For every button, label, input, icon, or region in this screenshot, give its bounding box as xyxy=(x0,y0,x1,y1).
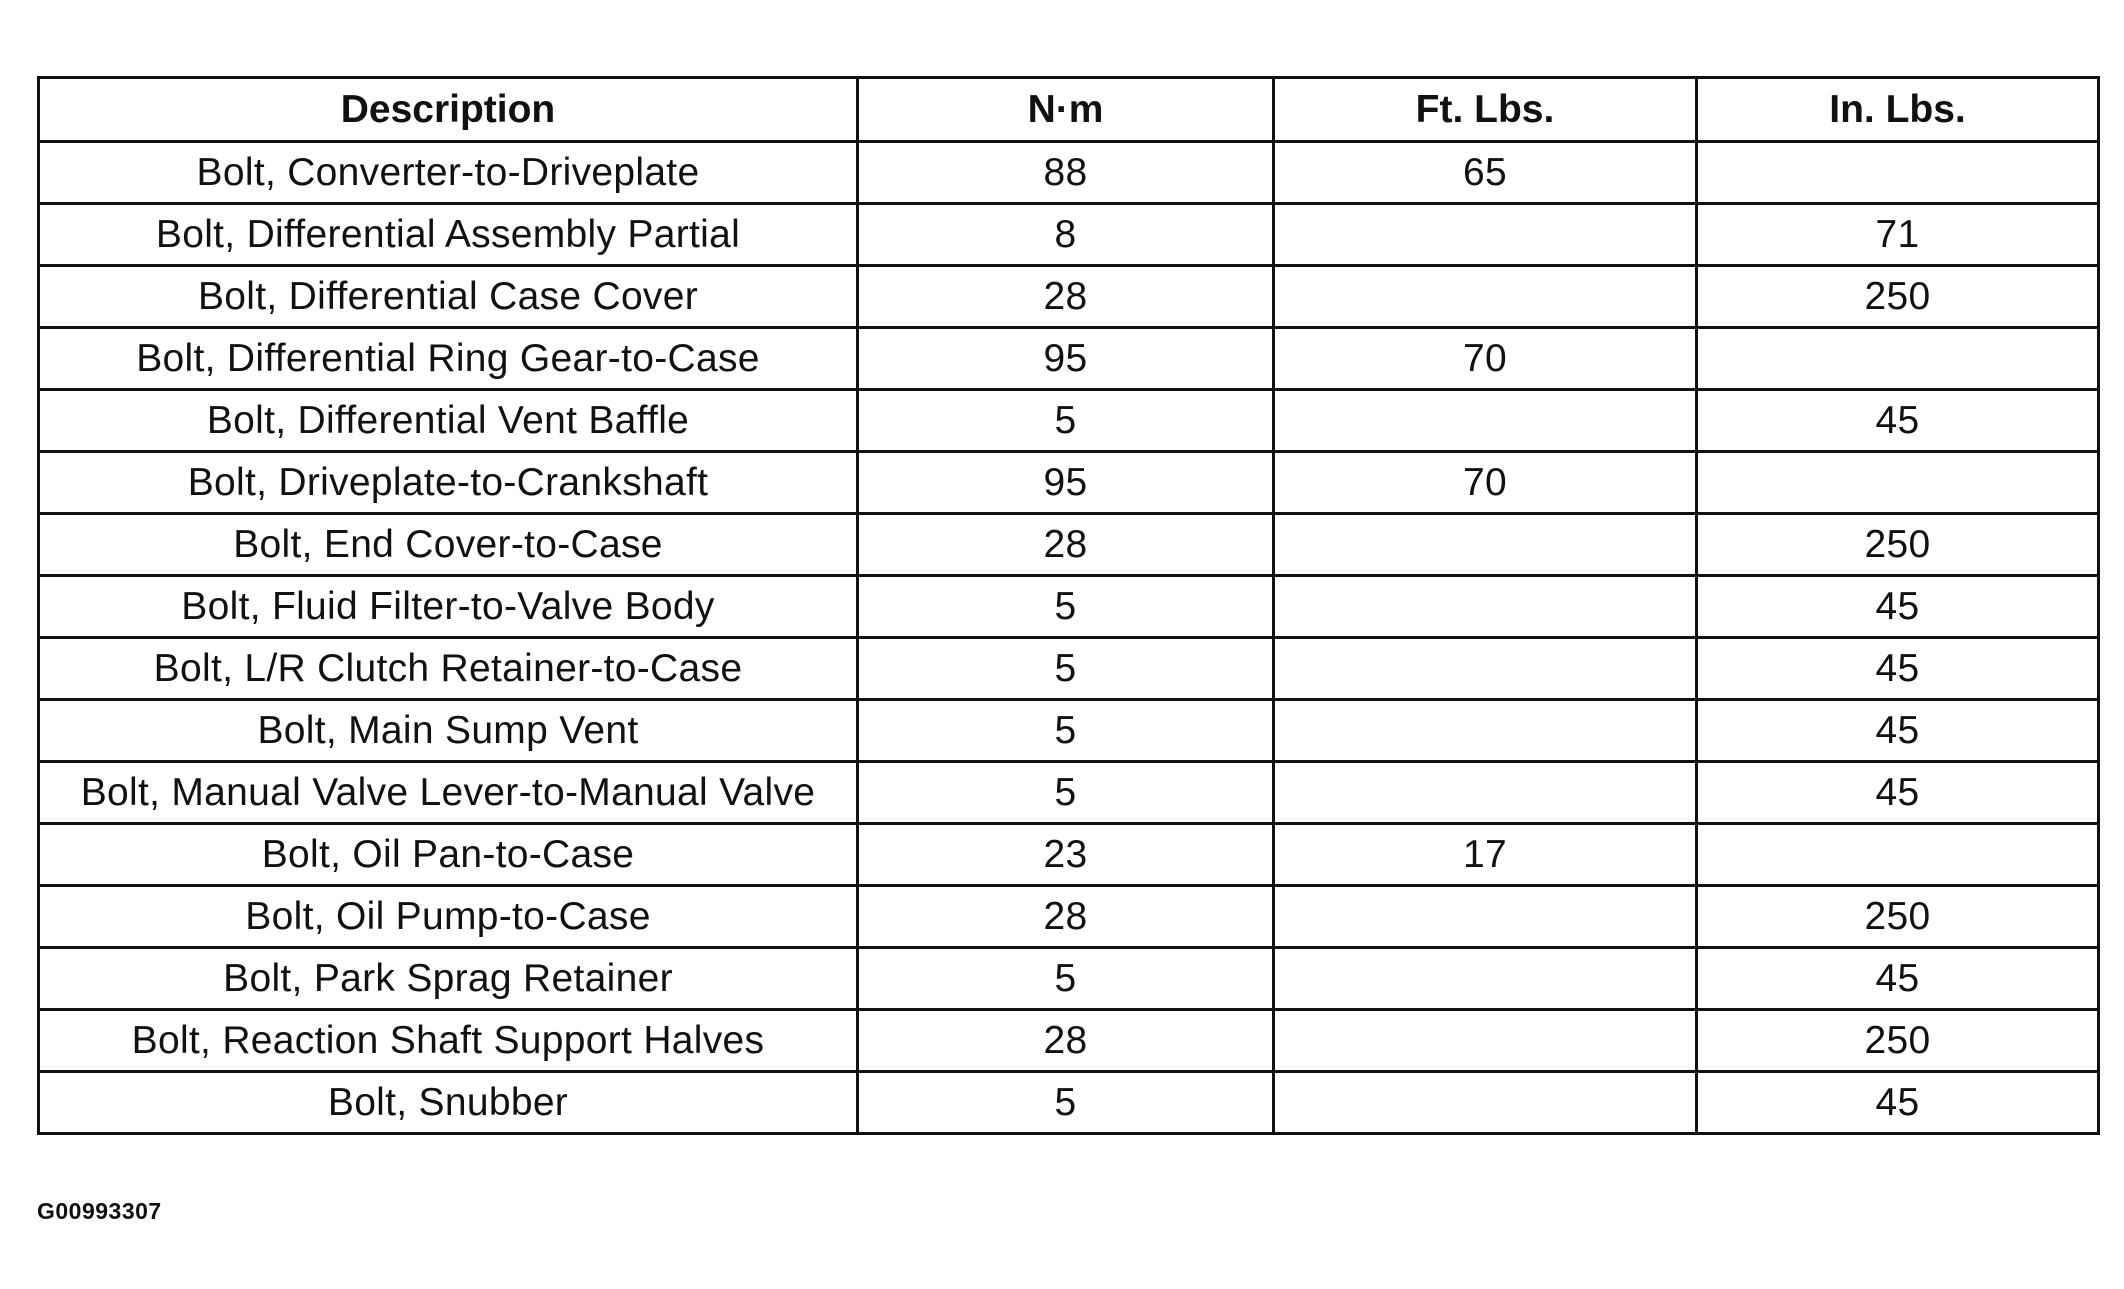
cell-in-lbs: 250 xyxy=(1697,514,2099,576)
cell-in-lbs: 250 xyxy=(1697,266,2099,328)
table-row xyxy=(39,1010,2099,1072)
cell-in-lbs xyxy=(1697,824,2099,886)
cell-nm: 5 xyxy=(858,948,1274,1010)
cell-description: Bolt, Driveplate-to-Crankshaft xyxy=(39,452,858,514)
cell-in-lbs xyxy=(1697,452,2099,514)
cell-nm: 5 xyxy=(858,700,1274,762)
table-body xyxy=(39,142,2099,1134)
cell-nm: 5 xyxy=(858,638,1274,700)
cell-nm: 8 xyxy=(858,204,1274,266)
header-in-lbs: In. Lbs. xyxy=(1697,78,2099,142)
header-description: Description xyxy=(39,78,858,142)
cell-ft-lbs xyxy=(1274,700,1697,762)
cell-ft-lbs: 65 xyxy=(1274,142,1697,204)
cell-ft-lbs: 70 xyxy=(1274,452,1697,514)
table-row xyxy=(39,700,2099,762)
header-ft-lbs: Ft. Lbs. xyxy=(1274,78,1697,142)
cell-nm: 5 xyxy=(858,390,1274,452)
cell-description: Bolt, Manual Valve Lever-to-Manual Valve xyxy=(39,762,858,824)
cell-nm: 28 xyxy=(858,514,1274,576)
cell-description: Bolt, Snubber xyxy=(39,1072,858,1134)
cell-in-lbs: 45 xyxy=(1697,638,2099,700)
cell-nm: 23 xyxy=(858,824,1274,886)
table-row xyxy=(39,824,2099,886)
table-row xyxy=(39,390,2099,452)
cell-ft-lbs: 17 xyxy=(1274,824,1697,886)
table-row xyxy=(39,762,2099,824)
cell-nm: 5 xyxy=(858,576,1274,638)
cell-description: Bolt, Park Sprag Retainer xyxy=(39,948,858,1010)
cell-in-lbs: 45 xyxy=(1697,390,2099,452)
cell-description: Bolt, Differential Assembly Partial xyxy=(39,204,858,266)
cell-nm: 5 xyxy=(858,762,1274,824)
cell-description: Bolt, Oil Pump-to-Case xyxy=(39,886,858,948)
cell-in-lbs: 250 xyxy=(1697,886,2099,948)
cell-ft-lbs xyxy=(1274,204,1697,266)
cell-description: Bolt, Reaction Shaft Support Halves xyxy=(39,1010,858,1072)
table-row xyxy=(39,1072,2099,1134)
cell-ft-lbs xyxy=(1274,762,1697,824)
cell-ft-lbs xyxy=(1274,948,1697,1010)
cell-ft-lbs xyxy=(1274,266,1697,328)
cell-in-lbs: 71 xyxy=(1697,204,2099,266)
cell-in-lbs xyxy=(1697,142,2099,204)
header-nm: N·m xyxy=(858,78,1274,142)
cell-nm: 95 xyxy=(858,328,1274,390)
table-row xyxy=(39,204,2099,266)
figure-id-label: G00993307 xyxy=(37,1198,162,1224)
cell-ft-lbs xyxy=(1274,1010,1697,1072)
cell-description: Bolt, Differential Case Cover xyxy=(39,266,858,328)
cell-description: Bolt, Fluid Filter-to-Valve Body xyxy=(39,576,858,638)
torque-spec-table xyxy=(37,76,2100,1135)
cell-nm: 28 xyxy=(858,266,1274,328)
table-row xyxy=(39,328,2099,390)
cell-description: Bolt, Differential Ring Gear-to-Case xyxy=(39,328,858,390)
table-row xyxy=(39,452,2099,514)
cell-description: Bolt, L/R Clutch Retainer-to-Case xyxy=(39,638,858,700)
cell-ft-lbs xyxy=(1274,638,1697,700)
cell-description: Bolt, Converter-to-Driveplate xyxy=(39,142,858,204)
table-row xyxy=(39,886,2099,948)
cell-nm: 28 xyxy=(858,886,1274,948)
cell-description: Bolt, Differential Vent Baffle xyxy=(39,390,858,452)
cell-nm: 88 xyxy=(858,142,1274,204)
cell-description: Bolt, Main Sump Vent xyxy=(39,700,858,762)
cell-description: Bolt, End Cover-to-Case xyxy=(39,514,858,576)
cell-nm: 28 xyxy=(858,1010,1274,1072)
cell-ft-lbs xyxy=(1274,390,1697,452)
cell-ft-lbs xyxy=(1274,576,1697,638)
table-row xyxy=(39,638,2099,700)
cell-in-lbs: 45 xyxy=(1697,948,2099,1010)
cell-ft-lbs xyxy=(1274,886,1697,948)
cell-ft-lbs xyxy=(1274,1072,1697,1134)
table-row xyxy=(39,142,2099,204)
table-row xyxy=(39,266,2099,328)
cell-in-lbs: 45 xyxy=(1697,762,2099,824)
cell-in-lbs: 45 xyxy=(1697,700,2099,762)
cell-in-lbs: 250 xyxy=(1697,1010,2099,1072)
cell-nm: 5 xyxy=(858,1072,1274,1134)
cell-in-lbs: 45 xyxy=(1697,576,2099,638)
cell-nm: 95 xyxy=(858,452,1274,514)
cell-ft-lbs xyxy=(1274,514,1697,576)
cell-description: Bolt, Oil Pan-to-Case xyxy=(39,824,858,886)
cell-ft-lbs: 70 xyxy=(1274,328,1697,390)
table-row xyxy=(39,514,2099,576)
cell-in-lbs: 45 xyxy=(1697,1072,2099,1134)
cell-in-lbs xyxy=(1697,328,2099,390)
torque-spec-table-container xyxy=(37,76,2097,1135)
table-row xyxy=(39,576,2099,638)
table-header-row xyxy=(39,78,2099,142)
table-row xyxy=(39,948,2099,1010)
